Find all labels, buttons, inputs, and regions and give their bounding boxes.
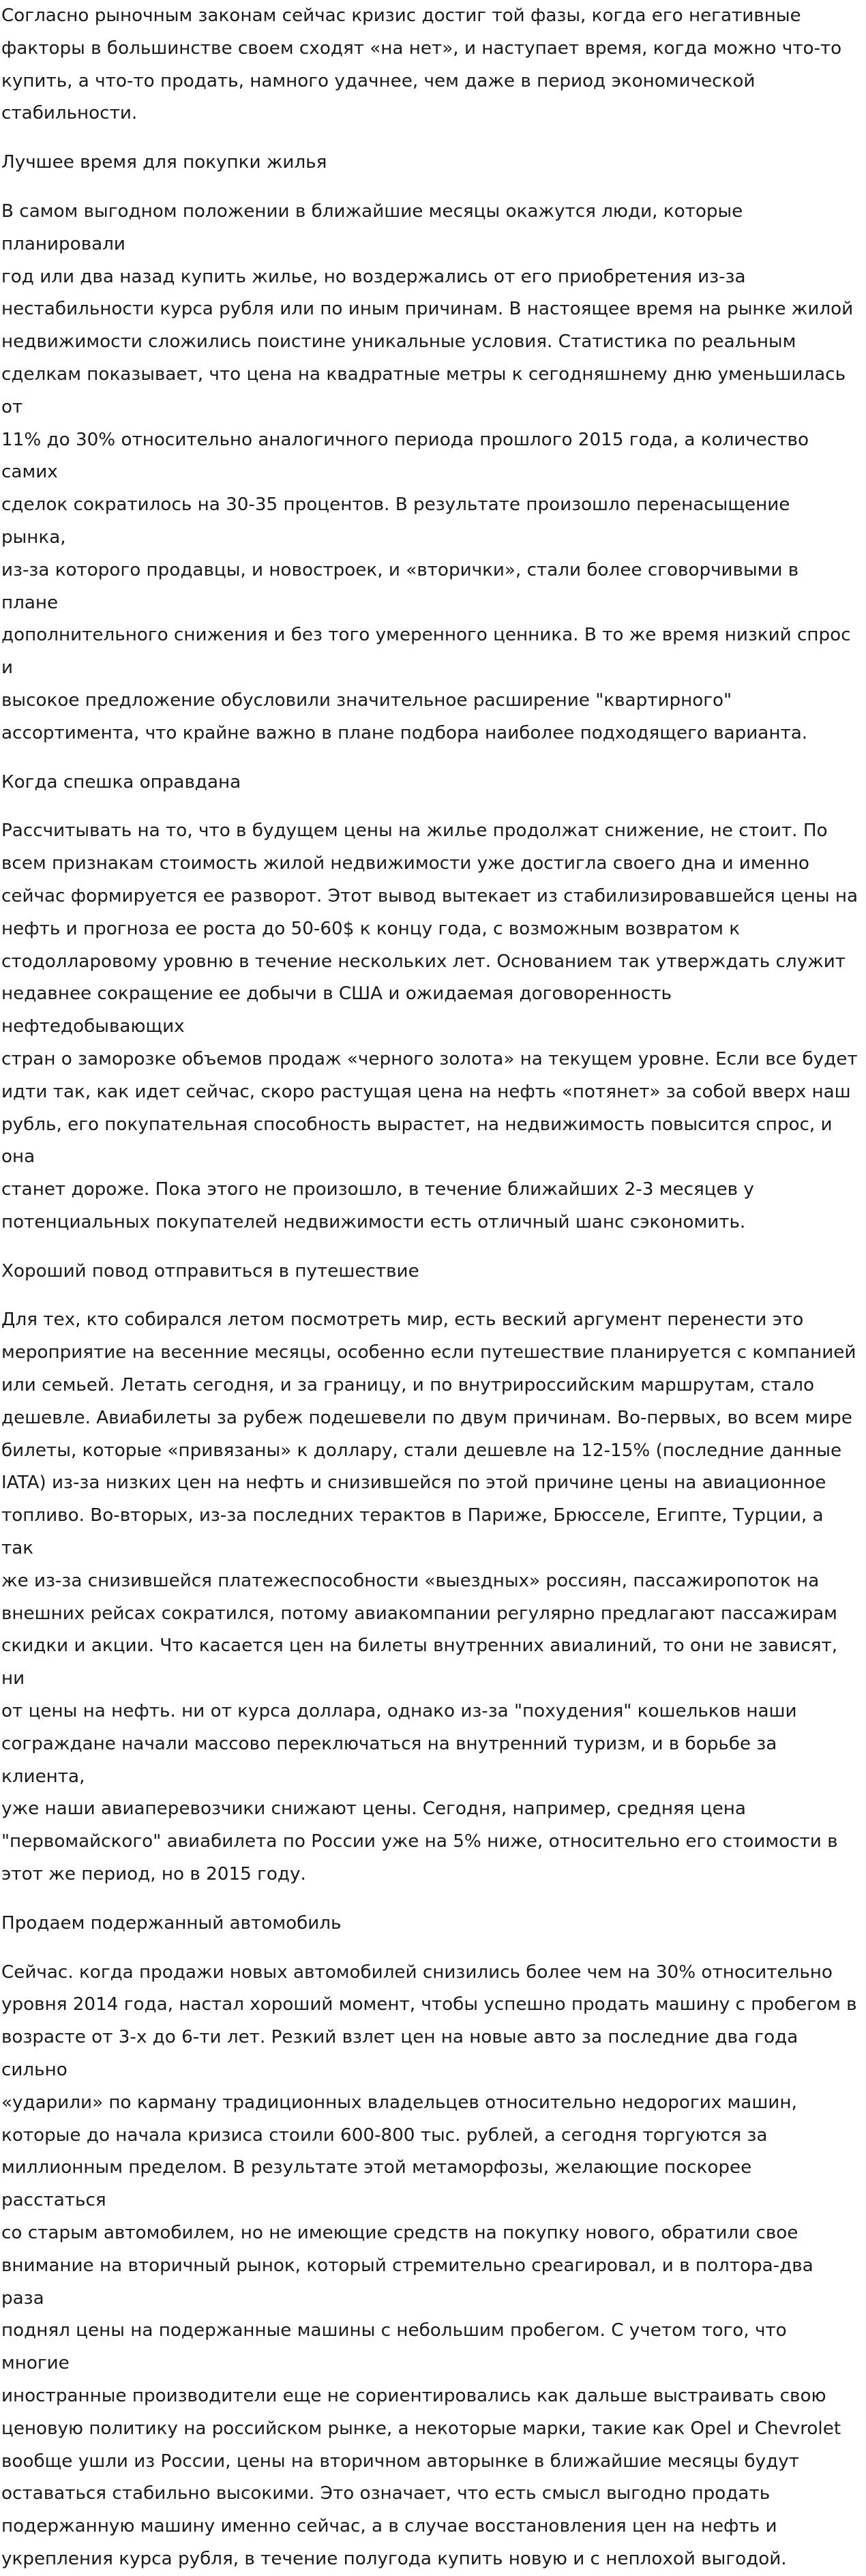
intro-paragraph: Согласно рыночным законам сейчас кризис достиг той фазы, когда его негативные факторы в большинстве своем сходят «на нет», и наступает время, когда можно что-то купить, а что-то продать, намного удачнее, чем даже в период экономической стабильности. (1, 5, 842, 124)
section-body-travel: Для тех, кто собирался летом посмотреть мир, есть веский аргумент перенести это мероприятие на весенние месяцы, особенно если путешествие планируется с компанией или семьей. Летать сегодня, и за границу, и по внутрироссийским маршрутам, стало дешевле. Авиабилеты за рубеж подешевели по двум причинам. Во-первых, во всем мире билеты, которые «привязаны» к доллару, стали дешевле на 12-15% (последние данные IATA) из-за низких цен на нефть и снизившейся по этой причине цены на авиационное топливо. Во-вторых, из-за последних терактов в Париже, Брюсселе, Египте, Турции, а так же из-за снизившейся платежеспособности «выездных» россиян, пассажиропоток на внешних рейсах сократился, потому авиакомпании регулярно предлагают пассажирам скидки и акции. Что касается цен на билеты внутренних авиалиний, то они не зависят, ни от цены на нефть. ни от курса доллара, однако из-за "похудения" кошельков наши сограждане начали массово переключаться на внутренний туризм, и в борьбе за клиента, уже наши авиаперевозчики снижают цены. Сегодня, например, средняя цена "первомайского" авиабилета по России уже на 5% ниже, относительно его стоимости в этот же период, но в 2015 году. (1, 1309, 856, 1885)
section-body-housing: В самом выгодном положении в ближайшие месяцы окажутся люди, которые планировали год или два назад купить жилье, но воздержались от его приобретения из-за нестабильности курса рубля или по иным причинам. В настоящее время на рынке жилой недвижимости сложились поистине уникальные условия. Статистика по реальным сделкам показывает, что цена на квадратные метры к сегодняшнему дню уменьшилась от 11% до 30% относительно аналогичного периода прошлого 2015 года, а количество самих сделок сократилось на 30-35 процентов. В результате произошло перенасыщение рынка, из-за которого продавцы, и новостроек, и «вторички», стали более сговорчивыми в плане дополнительного снижения и без того умеренного ценника. В то же время низкий спрос и высокое предложение обусловили значительное расширение "квартирного" ассортимента, что крайне важно в плане подбора наиболее подходящего варианта. (1, 201, 854, 743)
section-heading-travel: Хороший повод отправиться в путешествие (1, 1260, 419, 1282)
section-heading-hurry: Когда спешка оправдана (1, 771, 241, 793)
section-body-used-car: Сейчас. когда продажи новых автомобилей снизились более чем на 30% относительно уровня 2014 года, настал хороший момент, чтобы успешно продать машину с пробегом в возрасте от 3-х до 6-ти лет. Резкий взлет цен на новые авто за последние два года сильно «ударили» по карману традиционных владельцев относительно недорогих машин, которые до начала кризиса стоили 600-800 тыс. рублей, а сегодня торгуются за миллионным пределом. В результате этой метаморфозы, желающие поскорее расстаться со старым автомобилем, но не имеющие средств на покупку нового, обратили свое внимание на вторичный рынок, который стремительно среагировал, и в полтора-два раза поднял цены на подержанные машины с небольшим пробегом. С учетом того, что многие иностранные производители еще не сориентировались как дальше выстраивать свою ценовую политику на российском рынке, а некоторые марки, такие как Opel и Chevrolet вообще ушли из России, цены на вторичном авторынке в ближайшие месяцы будут оставаться стабильно высокими. Это означает, что есть смысл выгодно продать подержанную машину именно сейчас, а в случае восстановления цен на нефть и укрепления курса рубля, в течение полугода купить новую и с неплохой выгодой. (1, 1961, 857, 2569)
section-body-hurry: Рассчитывать на то, что в будущем цены на жилье продолжат снижение, не стоит. По всем признакам стоимость жилой недвижимости уже достигла своего дна и именно сейчас формируется ее разворот. Этот вывод вытекает из стабилизировавшейся цены на нефть и прогноза ее роста до 50-60$ к концу года, с возможным возвратом к стодолларовому уровню в течение нескольких лет. Основанием так утверждать служит недавнее сокращение ее добычи в США и ожидаемая договоренность нефтедобывающих стран о заморозке объемов продаж «черного золота» на текущем уровне. Если все будет идти так, как идет сейчас, скоро растущая цена на нефть «потянет» за собой вверх наш рубль, его покупательная способность вырастет, на недвижимость повысится спрос, и она станет дороже. Пока этого не произошло, в течение ближайших 2-3 месяцев у потенциальных покупателей недвижимости есть отличный шанс сэкономить. (1, 820, 858, 1232)
section-heading-housing: Лучшее время для покупки жилья (1, 152, 327, 173)
section-heading-used-car: Продаем подержанный автомобиль (1, 1912, 342, 1934)
